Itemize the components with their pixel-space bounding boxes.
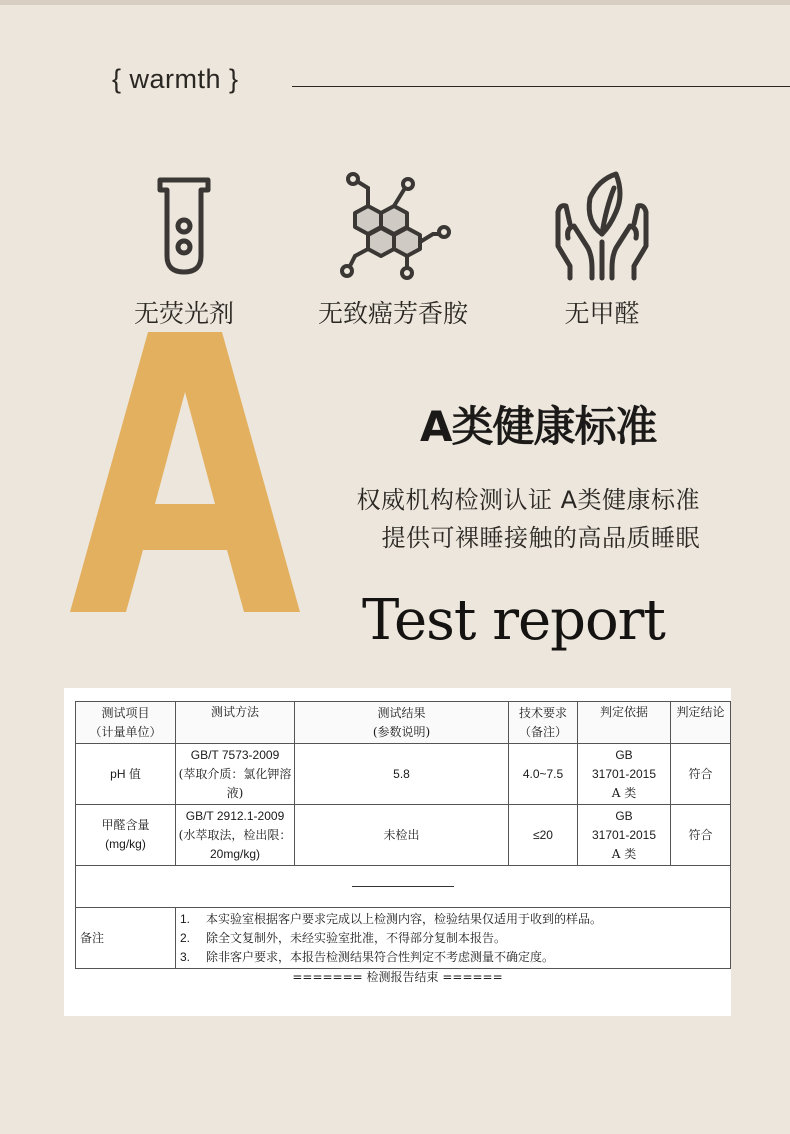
column-header-item: 测试项目 （计量单位） (76, 702, 176, 744)
molecule-icon (333, 172, 453, 282)
note-item: 3. 除非客户要求，本报告检测结果符合性判定不考虑测量不确定度。 (180, 949, 555, 964)
column-header-basis: 判定依据 (578, 702, 671, 744)
column-header-method: 测试方法 (176, 702, 295, 744)
table-row-blank (76, 866, 731, 908)
warmth-tagline: { warmth } (112, 64, 239, 94)
cell-conclusion: 符合 (671, 805, 731, 866)
grade-a-letter (70, 317, 300, 632)
feature-no-amine (293, 172, 493, 330)
cell-conclusion: 符合 (671, 744, 731, 805)
report-end-marker: ======= 检测报告结束 ====== (292, 970, 503, 984)
cell-method: GB/T 2912.1-2009 (水萃取法，检出限： 20mg/kg) (176, 805, 295, 866)
table-row (76, 744, 731, 805)
column-header-requirement: 技术要求 （备注） (509, 702, 578, 744)
note-item: 1. 本实验室根据客户要求完成以上检测内容，检验结果仅适用于收到的样品。 (180, 911, 603, 926)
cell-item: 甲醛含量 (mg/kg) (76, 805, 176, 866)
cell-item: pH 值 (76, 744, 176, 805)
cell-basis: GB 31701-2015 A 类 (578, 805, 671, 866)
blank-cell (76, 866, 731, 908)
cell-requirement: 4.0~7.5 (509, 744, 578, 805)
feature-label-no-fluorescent: 无荧光剂 (133, 299, 234, 328)
signature-rule (352, 886, 454, 887)
top-decor-strip (0, 0, 790, 5)
feature-label-no-amine: 无致癌芳香胺 (317, 299, 468, 328)
test-report-table (75, 701, 731, 969)
test-report-title: Test report (362, 588, 665, 653)
hands-leaf-icon (552, 172, 652, 282)
notes-cell (176, 908, 731, 969)
test-report-document (64, 688, 731, 1016)
test-tube-icon (154, 172, 214, 282)
grade-description-line1: 权威机构检测认证 A类健康标准 (356, 486, 700, 514)
cell-basis: GB 31701-2015 A 类 (578, 744, 671, 805)
feature-no-fluorescent (84, 172, 284, 330)
header-rule (292, 86, 790, 87)
cell-result: 5.8 (295, 744, 509, 805)
table-row (76, 805, 731, 866)
note-item: 2. 除全文复制外，未经实验室批准，不得部分复制本报告。 (180, 930, 507, 945)
table-header-row (76, 702, 731, 744)
cell-method: GB/T 7573-2009 (萃取介质：氯化钾溶 液) (176, 744, 295, 805)
column-header-result: 测试结果 (参数说明) (295, 702, 509, 744)
feature-label-no-formaldehyde: 无甲醛 (564, 299, 640, 328)
grade-headline: A类健康标准 (420, 402, 657, 451)
grade-description-line2: 提供可裸睡接触的高品质睡眠 (381, 524, 700, 552)
feature-no-formaldehyde (502, 172, 702, 330)
cell-requirement: ≤20 (509, 805, 578, 866)
cell-result: 未检出 (295, 805, 509, 866)
column-header-conclusion: 判定结论 (671, 702, 731, 744)
notes-label: 备注 (76, 908, 176, 969)
svg-text:A: A (70, 317, 81, 336)
notes-row (76, 908, 731, 969)
